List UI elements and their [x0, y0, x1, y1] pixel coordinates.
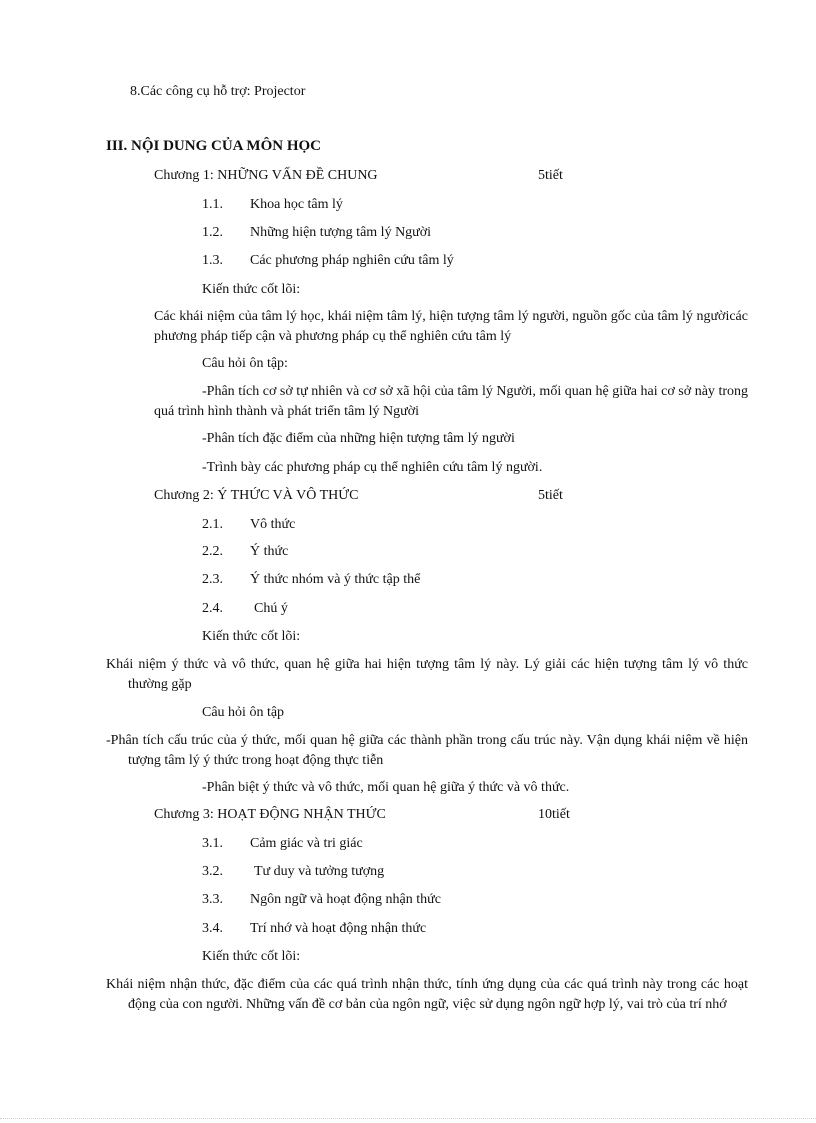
chapter-1-question: -Phân tích cơ sở tự nhiên và cơ sở xã hội của tâm lý Người, mối quan hệ giữa hai cơ sở này trong quá trình hình thành và phát triển tâm lý Người: [154, 384, 748, 419]
chapter-2-item-num: 2.4.: [202, 601, 223, 616]
chapter-2-item-num: 2.3.: [202, 572, 223, 587]
chapter-1-item-text: Những hiện tượng tâm lý Người: [250, 225, 432, 240]
chapter-2-item-text: Ý thức: [250, 544, 289, 559]
chapter-3-hours: 10tiết: [538, 807, 570, 822]
chapter-1-knowledge-label: Kiến thức cốt lõi:: [202, 282, 301, 297]
chapter-1-knowledge-text: Các khái niệm của tâm lý học, khái niệm tâm lý, hiện tượng tâm lý người, nguồn gốc của tâm lý ngườicác phương pháp tiếp cận và phương pháp cụ thể nghiên cứu tâm lý: [154, 309, 748, 344]
chapter-2-item-text: Ý thức nhóm và ý thức tập thể: [250, 572, 421, 587]
chapter-3-item-text: Ngôn ngữ và hoạt động nhận thức: [250, 892, 441, 907]
chapter-3-item-text: Cảm giác và tri giác: [250, 836, 363, 851]
page-bottom-divider: [0, 1118, 816, 1119]
chapter-2-hours: 5tiết: [538, 488, 563, 503]
chapter-1-item-num: 1.1.: [202, 197, 223, 212]
section-title: III. NỘI DUNG CỦA MÔN HỌC: [106, 138, 322, 154]
chapter-3-item-num: 3.2.: [202, 864, 223, 879]
chapter-3-item-num: 3.4.: [202, 921, 223, 936]
chapter-2-item-num: 2.1.: [202, 517, 223, 532]
chapter-3-item-text: Tư duy và tưởng tượng: [254, 864, 385, 879]
chapter-1-item-num: 1.3.: [202, 253, 223, 268]
chapter-2-item-text: Chú ý: [254, 601, 288, 616]
chapter-2-question: -Phân tích cấu trúc của ý thức, mối quan hệ giữa các thành phần trong cấu trúc này. Vận dụng khái niệm về hiện tượng tâm lý ý thức trong hoạt động thực tiễn: [106, 733, 748, 768]
tools-line: 8.Các công cụ hỗ trợ: Projector: [130, 84, 306, 99]
chapter-3-knowledge-label: Kiến thức cốt lõi:: [202, 949, 301, 964]
chapter-1-hours: 5tiết: [538, 168, 563, 183]
chapter-1-question: -Trình bày các phương pháp cụ thể nghiên cứu tâm lý người.: [202, 460, 543, 475]
chapter-3-item-text: Trí nhớ và hoạt động nhận thức: [250, 921, 427, 936]
chapter-3-item-num: 3.1.: [202, 836, 223, 851]
chapter-2-title: Chương 2: Ý THỨC VÀ VÔ THỨC: [154, 488, 359, 503]
chapter-3-title: Chương 3: HOẠT ĐỘNG NHẬN THỨC: [154, 807, 386, 822]
chapter-1-title: Chương 1: NHỮNG VẤN ĐỀ CHUNG: [154, 168, 378, 183]
chapter-2-knowledge-text: Khái niệm ý thức và vô thức, quan hệ giữa hai hiện tượng tâm lý này. Lý giải các hiện tượng tâm lý vô thức thường gặp: [106, 657, 748, 692]
chapter-2-knowledge-label: Kiến thức cốt lõi:: [202, 629, 301, 644]
chapter-1-item-text: Khoa học tâm lý: [250, 197, 343, 212]
chapter-1-review-label: Câu hỏi ôn tập:: [202, 356, 288, 371]
chapter-1-question: -Phân tích đặc điểm của những hiện tượng tâm lý người: [202, 431, 515, 446]
chapter-3-knowledge-text: Khái niệm nhận thức, đặc điểm của các quá trình nhận thức, tính ứng dụng của các quá trình này trong các hoạt động của con người. Những vấn đề cơ bản của ngôn ngữ, việc sử dụng ngôn ngữ hợp lý, vai trò của trí nhớ: [106, 977, 748, 1012]
chapter-2-review-label: Câu hỏi ôn tập: [202, 705, 285, 720]
chapter-1-item-num: 1.2.: [202, 225, 223, 240]
chapter-2-item-text: Vô thức: [250, 517, 296, 532]
chapter-2-item-num: 2.2.: [202, 544, 223, 559]
chapter-1-item-text: Các phương pháp nghiên cứu tâm lý: [250, 253, 454, 268]
chapter-2-question: -Phân biệt ý thức và vô thức, mối quan hệ giữa ý thức và vô thức.: [202, 780, 570, 795]
chapter-3-item-num: 3.3.: [202, 892, 223, 907]
